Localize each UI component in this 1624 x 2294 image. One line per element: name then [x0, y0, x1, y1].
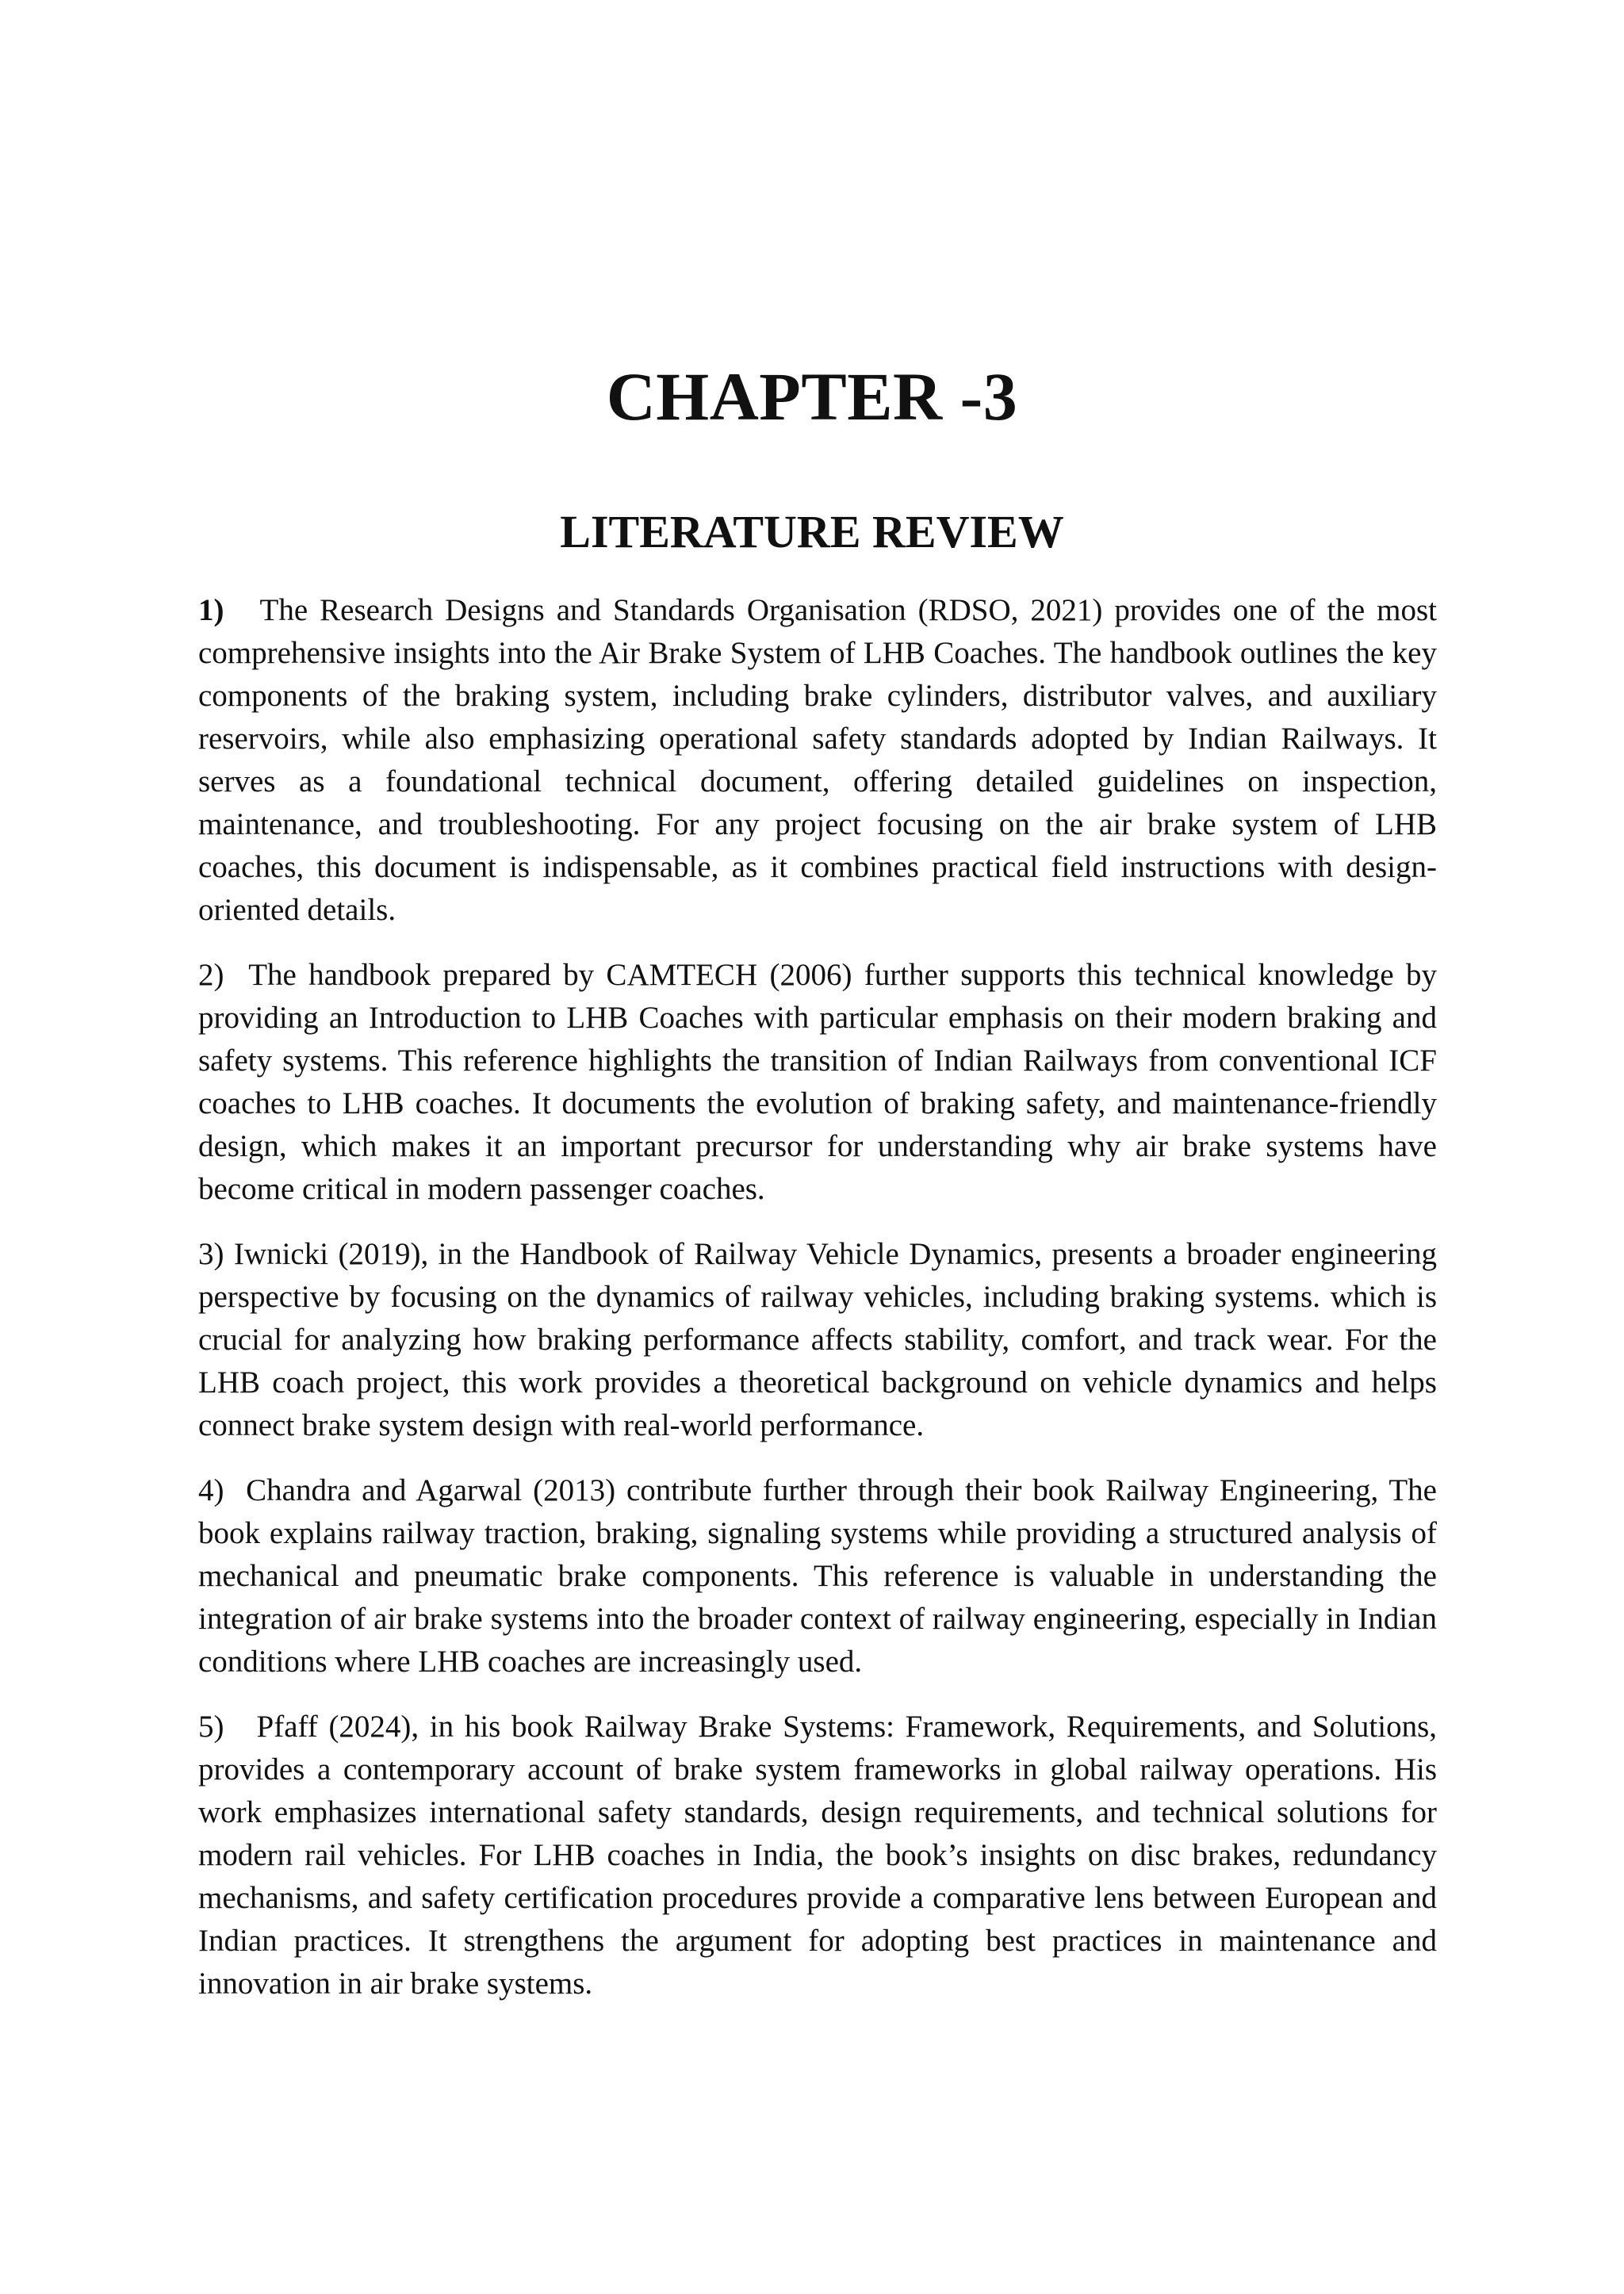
paragraph-1 [198, 589, 1437, 932]
paragraph-text: Pfaff (2024), in his book Railway Brake Systems: Framework, Requirements, and Solutions, provides a contemporary account of brake system frameworks in global railway operations. His work emphasizes international safety standards, design requirements, and technical solutions for modern rail vehicles. For LHB coaches in India, the book’s insights on disc brakes, redundancy mechanisms, and safety certification procedures provide a comparative lens between European and Indian practices. It strengthens the argument for adopting best practices in maintenance and innovation in air brake systems. [198, 1710, 1437, 2001]
paragraph-text: Iwnicki (2019), in the Handbook of Railway Vehicle Dynamics, presents a broader engineering perspective by focusing on the dynamics of railway vehicles, including braking systems. which is crucial for analyzing how braking performance affects stability, comfort, and track wear. For the LHB coach project, this work provides a theoretical background on vehicle dynamics and helps connect brake system design with real-world performance. [198, 1237, 1438, 1442]
chapter-title: CHAPTER -3 [606, 358, 1018, 435]
paragraph-4 [198, 1469, 1437, 1683]
paragraph-3 [198, 1233, 1437, 1447]
paragraph-text: Chandra and Agarwal (2013) contribute further through their book Railway Engineering, The book explains railway traction, braking, signaling systems while providing a structured analysis of mechanical and pneumatic brake components. This reference is valuable in understanding the integration of air brake systems into the broader context of railway engineering, especially in Indian conditions where LHB coaches are increasingly used. [198, 1473, 1437, 1679]
paragraph-number: 2) [198, 958, 224, 992]
paragraph-number: 5) [198, 1710, 224, 1744]
paragraph-number: 4) [198, 1473, 224, 1507]
paragraph-text: The handbook prepared by CAMTECH (2006) further supports this technical knowledge by providing an Introduction to LHB Coaches with particular emphasis on their modern braking and safety systems. This reference highlights the transition of Indian Railways from conventional ICF coaches to LHB coaches. It documents the evolution of braking safety, and maintenance-friendly design, which makes it an important precursor for understanding why air brake systems have become critical in modern passenger coaches. [198, 958, 1438, 1206]
paragraph-5 [198, 1706, 1437, 2005]
literature-review-body [198, 589, 1437, 2028]
paragraph-number: 3) [198, 1237, 224, 1271]
paragraph-2 [198, 954, 1437, 1211]
paragraph-text: The Research Designs and Standards Organisation (RDSO, 2021) provides one of the most comprehensive insights into the Air Brake System of LHB Coaches. The handbook outlines the key components of the braking system, including brake cylinders, distributor valves, and auxiliary reservoirs, while also emphasizing operational safety standards adopted by Indian Railways. It serves as a foundational technical document, offering detailed guidelines on inspection, maintenance, and troubleshooting. For any project focusing on the air brake system of LHB coaches, this document is indispensable, as it combines practical field instructions with design-oriented details. [198, 593, 1437, 927]
paragraph-number: 1) [198, 593, 224, 627]
section-title: LITERATURE REVIEW [560, 506, 1064, 557]
